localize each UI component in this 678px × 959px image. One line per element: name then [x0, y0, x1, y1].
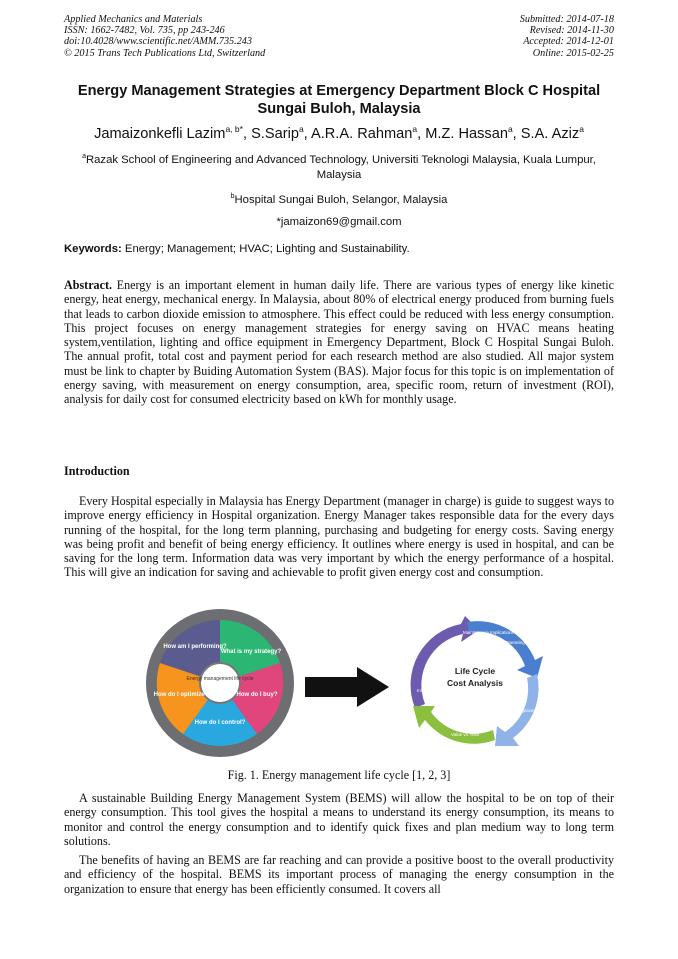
affiliation-a	[64, 149, 614, 183]
life-cycle-cost-analysis-diagram	[395, 612, 555, 757]
journal-name: Applied Mechanics and Materials	[64, 14, 203, 25]
author-affiliation-mark: a, b*	[225, 124, 243, 134]
affiliation-b	[64, 189, 614, 208]
keywords-label: Keywords:	[64, 243, 122, 255]
keywords-text: Energy; Management; HVAC; Lighting and Sustainability.	[121, 243, 410, 255]
wheel-label-performing: How am I performing?	[163, 644, 227, 650]
affiliation-mark: a	[82, 153, 86, 160]
journal-issn: ISSN: 1662-7482, Vol. 735, pp 243-246	[64, 25, 225, 37]
affiliation-text: Hospital Sungai Buloh, Selangor, Malaysia	[234, 193, 448, 206]
cycle-center-line-1: Life Cycle	[454, 666, 496, 676]
author-name: Jamaizonkefli Lazim	[94, 125, 226, 142]
wheel-label-strategy: What is my strategy?	[220, 649, 282, 655]
wheel-diagram	[145, 608, 295, 758]
abstract-text: Energy is an important element in human daily life. There are various types of energy like kinetic energy, heat energy, mechanical energy. In Malaysia, about 80% of electrical energy produced from burning fuels that leads to carbon dioxide emission to atmosphere. This effect could be reduced with less energy consumption. This project focuses on energy management strategies for energy saving on HVAC means heating system,ventilation, lighting and office equipment in Emergency Department, Block C Hospital Sungai Buloh. The annual profit, total cost and payment period for each research method are also studied. All major system must be link to chapter by Buiding Automation System (BAS). Major focus for this topic is on implementation of energy saving, with measurement on energy consumption, area, specific room, return of investment (ROI), analysis for daily cost for consumed electricity based on kWh for monthly usage.	[64, 278, 614, 407]
affiliation-text: Razak School of Engineering and Advanced Technology, Universiti Teknologi Malaysia, Kuala Lumpur, Malaysia	[85, 153, 596, 181]
cycle-center-line-2: Cost Analysis	[447, 678, 503, 688]
author-affiliation-mark: a	[412, 124, 418, 134]
arrow-icon	[305, 667, 390, 707]
date-online: Online: 2015-02-25	[532, 47, 614, 59]
cycle-label-maintenance: Maintenance Implications	[463, 630, 514, 635]
author-list: Jamaizonkefli Lazim$^{a, b*}$, S.Sarip$^a$, A.R.A. Rahman$^a$, M.Z. Hassan$^a$, S.A. Aziz$^a$	[94, 124, 584, 142]
cycle-label-initial: Initial Expenditure	[417, 688, 453, 693]
wheel-label-control: How do I control?	[194, 720, 246, 726]
section-heading-introduction: Introduction	[64, 464, 130, 478]
cycle-label-operating: Operating Performance	[505, 640, 552, 645]
corresponding-email[interactable]: *jamaizon69@gmail.com	[276, 216, 402, 228]
dates-meta	[520, 14, 614, 59]
keywords	[64, 243, 614, 255]
intro-paragraph-3: The benefits of having an BEMS are far reaching and can provide a positive boost to the overall productivity and efficiency of the hospital. BEMS its important process of managing the energy consumption in the organization to ensure that energy has been efficiently consumed. It covers all	[64, 853, 614, 896]
journal-doi: doi:10.4028/www.scientific.net/AMM.735.243	[64, 36, 252, 48]
author-name: S.A. Aziz	[520, 125, 580, 142]
cycle-label-replacement: Replacement Costs	[517, 708, 555, 713]
wheel-label-buy: How do I buy?	[236, 692, 278, 698]
date-accepted: Accepted: 2014-12-01	[523, 36, 614, 48]
author-name: S.Sarip	[251, 125, 299, 142]
journal-copyright: © 2015 Trans Tech Publications Ltd, Switzerland	[64, 47, 266, 59]
intro-paragraph-2: A sustainable Building Energy Management System (BEMS) will allow the hospital to be on top of their energy consumption. This tool gives the hospital a means to understand its energy consumption, its means to monitor and control the energy consumption and to identify quick fixes and plan medium way to long term solutions.	[64, 791, 614, 848]
abstract	[64, 278, 614, 407]
author-affiliation-mark: a	[298, 124, 304, 134]
wheel-center-label: Energy management life cycle	[186, 676, 254, 682]
intro-paragraph-1: Every Hospital especially in Malaysia has Energy Department (manager in charge) is guide to suggest ways to improve energy efficiency in Hospital organization. Energy Manager takes responsible data for the every days running of the hospital, for the long term planning, purchasing and budgeting for energy costs. Saving energy was being profit and benefit of being energy efficiency. It outlines where energy is used in hospital, and can be saving for the long term. Information data was very important by which the energy performance of a hospital. This will give an indication for saving and achievable to profit given energy cost and consumption.	[64, 494, 614, 580]
abstract-label: Abstract.	[64, 278, 113, 292]
author-affiliation-mark: a	[579, 124, 584, 134]
energy-management-wheel	[145, 608, 295, 758]
author-name: M.Z. Hassan	[425, 125, 508, 142]
author-affiliation-mark: a	[507, 124, 513, 134]
date-submitted: Submitted: 2014-07-18	[519, 14, 614, 25]
affiliation-mark: b	[230, 193, 235, 200]
figure-caption: Fig. 1. Energy management life cycle [1, 2, 3]	[227, 768, 451, 782]
wheel-label-optimize: How do I optimize?	[153, 692, 209, 698]
journal-meta	[64, 14, 265, 59]
paper-title: Energy Management Strategies at Emergency Department Block C Hospital Sungai Buloh, Malaysia	[77, 83, 601, 117]
date-revised: Revised: 2014-11-30	[529, 25, 614, 37]
cycle-arrow-value	[413, 706, 495, 744]
cycle-label-value: Value vs. Risk	[451, 732, 480, 737]
author-name: A.R.A. Rahman	[310, 125, 413, 142]
